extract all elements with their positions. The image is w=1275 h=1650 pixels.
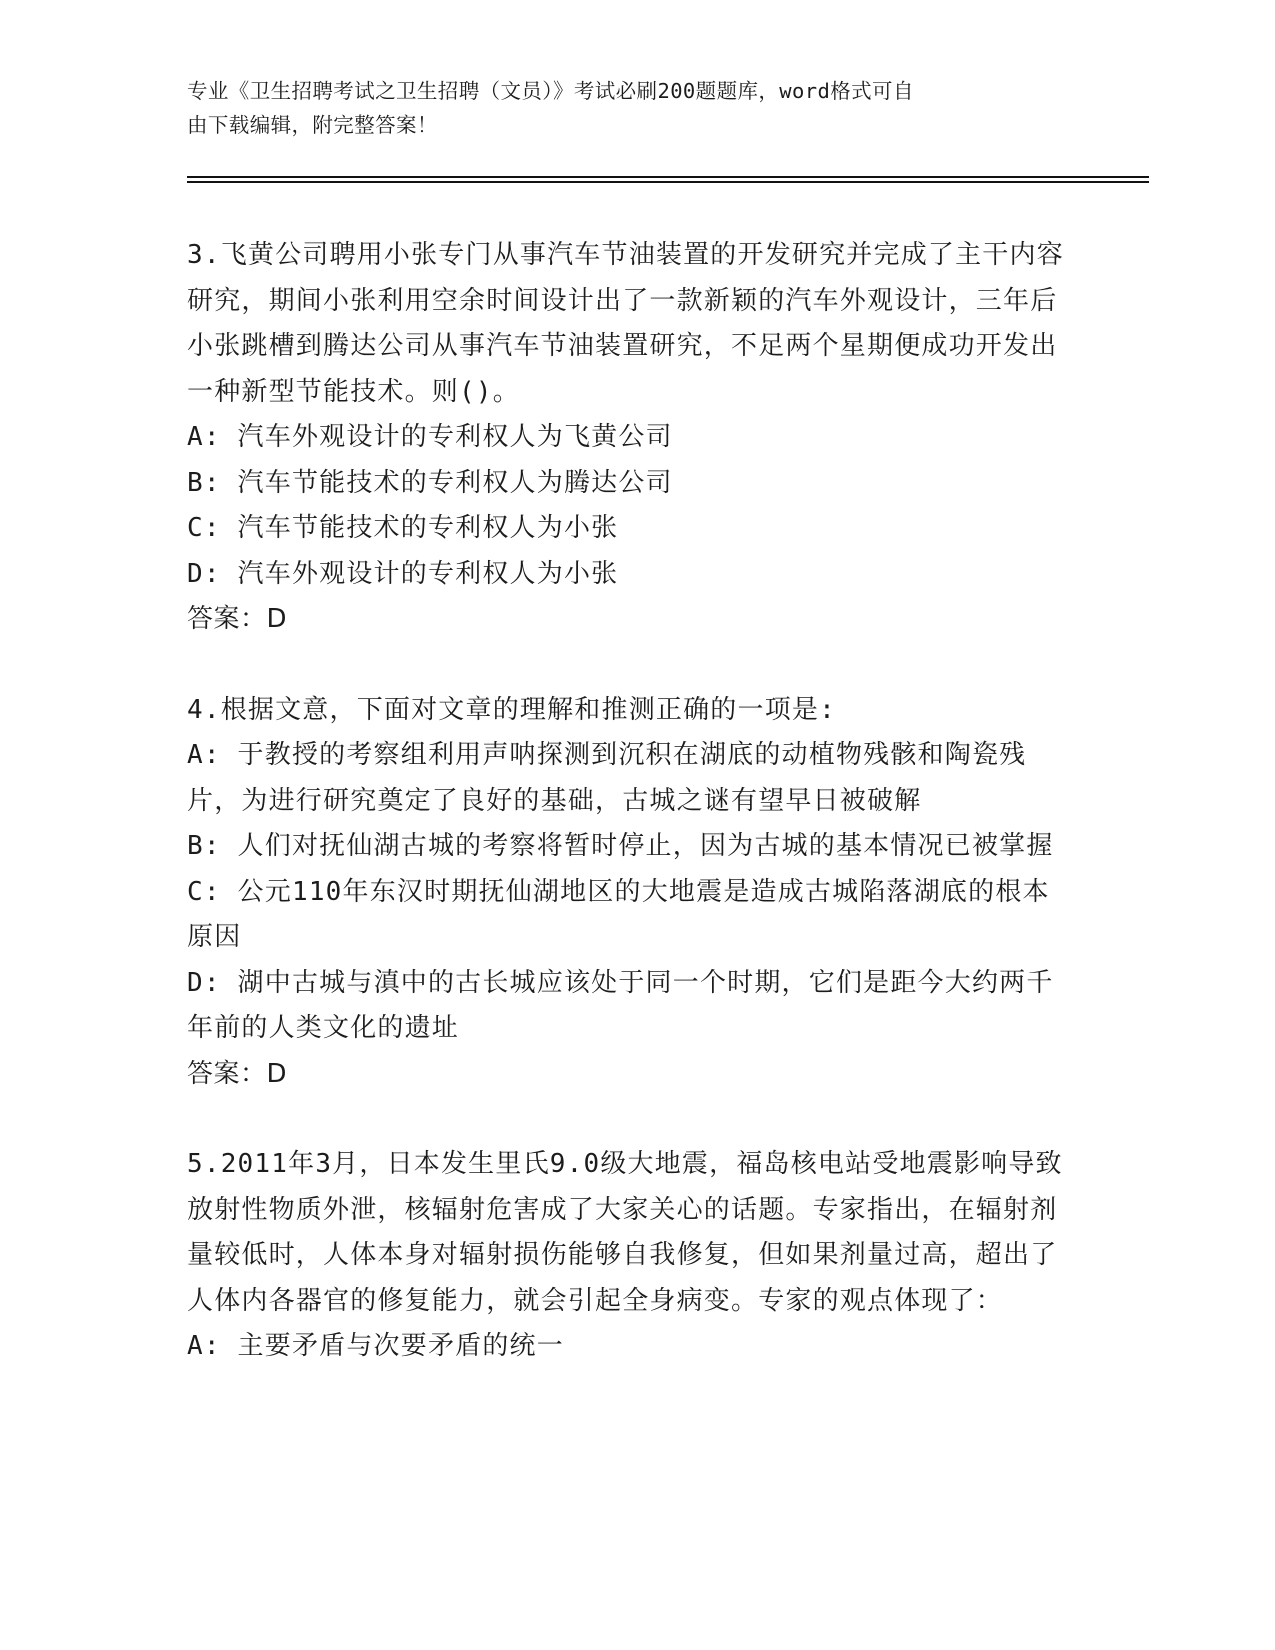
option-b: B: 汽车节能技术的专利权人为腾达公司 [187, 467, 673, 498]
question-3 [187, 233, 1067, 643]
option-c: C: 汽车节能技术的专利权人为小张 [187, 513, 619, 543]
option-b: B: 人们对抚仙湖古城的考察将暂时停止，因为古城的基本情况已被掌握 [187, 831, 1054, 861]
question-5 [187, 1142, 1067, 1370]
header-line-2: 由下载编辑，附完整答案！ [187, 113, 438, 137]
header-divider-top [187, 176, 1149, 178]
question-stem: 3.飞黄公司聘用小张专门从事汽车节油装置的开发研究并完成了主干内容研究，期间小张利用空余时间设计出了一款新颖的汽车外观设计，三年后小张跳槽到腾达公司从事汽车节油装置研究，不足两个星期便成功开发出一种新型节能技术。则()。 [187, 240, 1064, 407]
question-spacer [187, 1097, 1067, 1142]
header-divider-bottom [187, 181, 1149, 183]
option-a: A: 汽车外观设计的专利权人为飞黄公司 [187, 422, 673, 452]
option-d: D: 汽车外观设计的专利权人为小张 [187, 558, 619, 589]
answer-line: 答案：D [187, 1058, 288, 1089]
answer-line: 答案：D [187, 604, 288, 634]
document-header [187, 74, 1057, 142]
question-4 [187, 688, 1067, 1098]
option-c: C: 公元110年东汉时期抚仙湖地区的大地震是造成古城陷落湖底的根本原因 [187, 876, 1050, 952]
option-d: D: 湖中古城与滇中的古长城应该处于同一个时期，它们是距今大约两千年前的人类文化的遗址 [187, 967, 1054, 1043]
header-line-1: 专业《卫生招聘考试之卫生招聘（文员）》考试必刷200题题库，word格式可自 [187, 79, 914, 103]
option-a: A: 于教授的考察组利用声呐探测到沉积在湖底的动植物残骸和陶瓷残片，为进行研究奠定了良好的基础，古城之谜有望早日被破解 [187, 740, 1027, 816]
question-stem: 5.2011年3月，日本发生里氏9.0级大地震，福岛核电站受地震影响导致放射性物质外泄，核辐射危害成了大家关心的话题。专家指出，在辐射剂量较低时，人体本身对辐射损伤能够自我修复，但如果剂量过高，超出了人体内各器官的修复能力，就会引起全身病变。专家的观点体现了： [187, 1149, 1063, 1316]
question-spacer [187, 643, 1067, 688]
question-stem: 4.根据文意，下面对文章的理解和推测正确的一项是: [187, 694, 836, 725]
option-a: A: 主要矛盾与次要矛盾的统一 [187, 1331, 564, 1361]
question-list [187, 233, 1067, 1370]
